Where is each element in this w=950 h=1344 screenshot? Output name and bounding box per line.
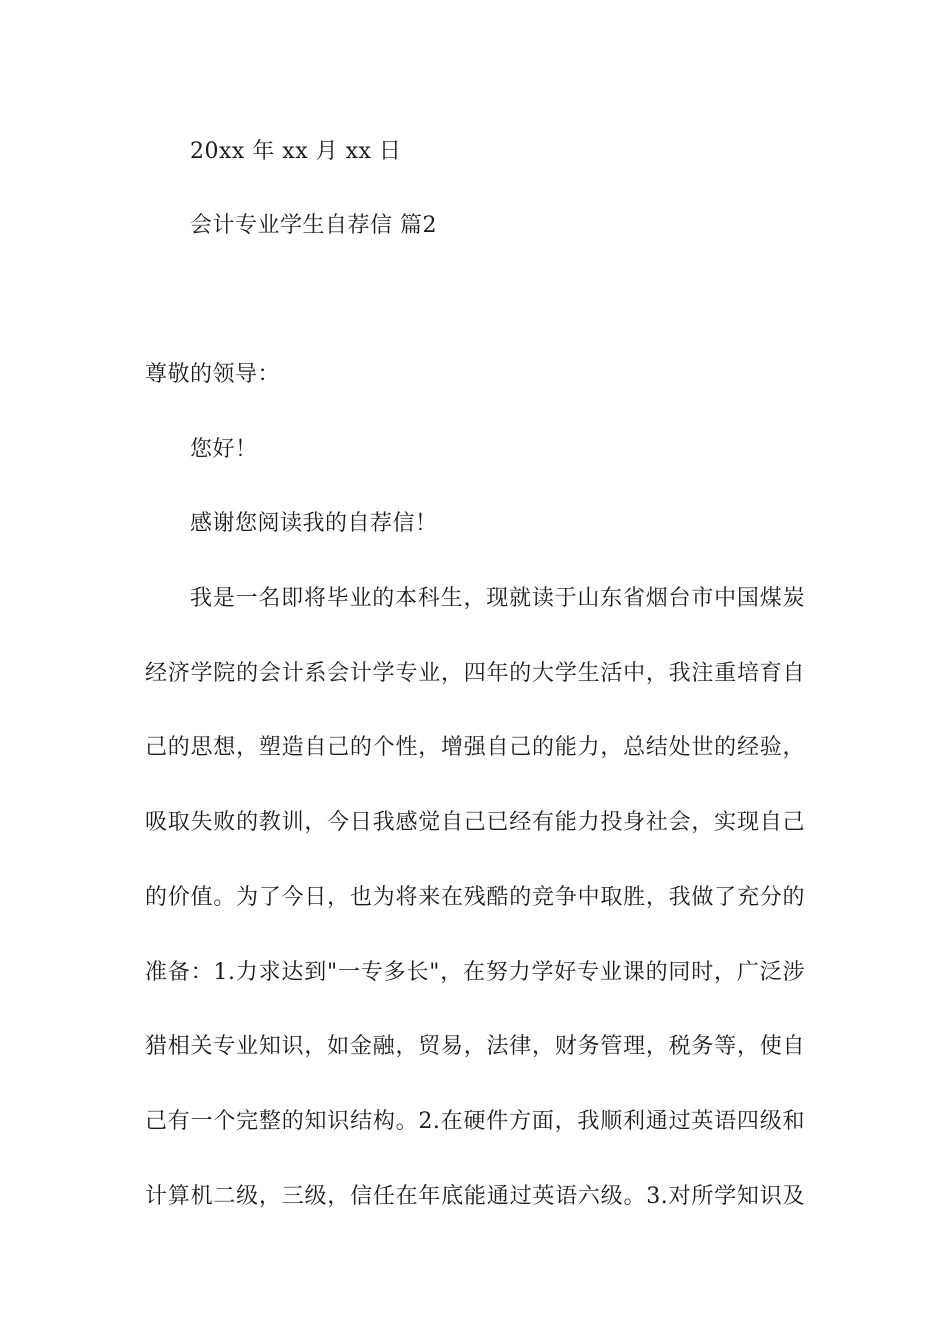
body-line-4: 吸取失败的教训，今日我感觉自己已经有能力投身社会，实现自己 xyxy=(145,810,805,835)
body-line-5: 的价值。为了今日，也为将来在残酷的竞争中取胜，我做了充分的 xyxy=(145,885,805,910)
salutation: 尊敬的领导： xyxy=(145,362,281,387)
body-line-1: 我是一名即将毕业的本科生，现就读于山东省烟台市中国煤炭 xyxy=(190,586,805,611)
body-line-9: 计算机二级，三级，信任在年底能通过英语六级。3.对所学知识及 xyxy=(145,1184,805,1209)
thanks-line: 感谢您阅读我的自荐信！ xyxy=(190,511,438,536)
body-line-2: 经济学院的会计系会计学专业，四年的大学生活中，我注重培育自 xyxy=(145,661,805,686)
body-line-8: 己有一个完整的知识结构。2.在硬件方面，我顺利通过英语四级和 xyxy=(145,1109,805,1134)
letter-date: 20xx 年 xx 月 xx 日 xyxy=(190,139,402,164)
section-title: 会计专业学生自荐信 篇2 xyxy=(190,213,437,238)
body-line-3: 己的思想，塑造自己的个性，增强自己的能力，总结处世的经验， xyxy=(145,735,805,760)
greeting: 您好！ xyxy=(190,437,258,462)
body-line-7: 猎相关专业知识，如金融，贸易，法律，财务管理，税务等，使自 xyxy=(145,1034,805,1059)
body-line-6: 准备：1.力求达到"一专多长"，在努力学好专业课的同时，广泛涉 xyxy=(145,960,805,985)
